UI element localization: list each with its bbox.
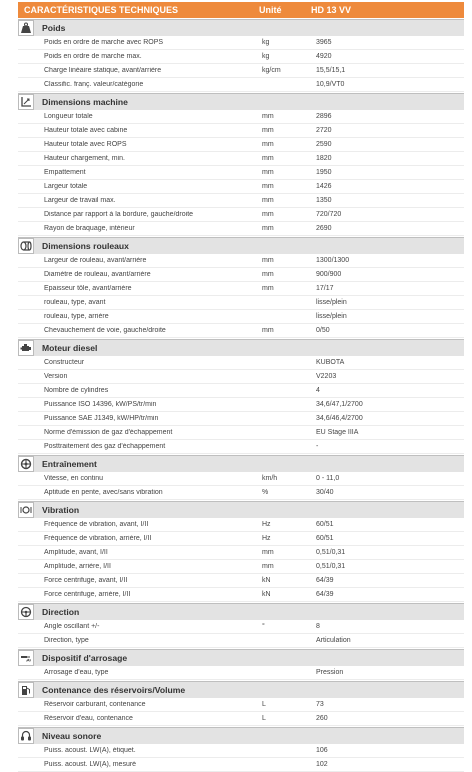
row-value: 0,51/0,31 [316, 563, 346, 570]
table-row [18, 124, 464, 138]
section-title: Dispositif d'arrosage [42, 653, 128, 663]
engine-icon [18, 340, 34, 356]
row-unit: mm [262, 211, 274, 218]
row-label: Angle oscillant +/- [44, 623, 100, 630]
table-row [18, 152, 464, 166]
header-characteristics: CARACTÉRISTIQUES TECHNIQUES [24, 5, 179, 15]
table-row [18, 620, 464, 634]
row-unit: kg [262, 53, 270, 60]
row-label: Diamètre de rouleau, avant/arrière [44, 271, 151, 278]
row-unit: % [262, 489, 269, 496]
row-value: 260 [316, 715, 328, 722]
row-label: Classific. franç. valeur/catégorie [44, 81, 144, 88]
row-unit: Hz [262, 535, 271, 542]
row-label: Amplitude, avant, I/II [44, 549, 108, 556]
row-label: Poids en ordre de marche max. [44, 53, 142, 60]
row-label: Rayon de braquage, intérieur [44, 225, 135, 232]
steering-icon [18, 604, 34, 620]
section-title: Moteur diesel [42, 343, 98, 353]
row-unit: mm [262, 271, 274, 278]
row-value: 17/17 [316, 285, 334, 292]
row-label: Version [44, 373, 68, 380]
row-value: 1350 [316, 197, 332, 204]
table-row [18, 180, 464, 194]
table-row [18, 222, 464, 236]
table-row [18, 356, 464, 370]
row-label: Distance par rapport à la bordure, gauche/droite [44, 211, 194, 218]
section-header-reservoirs [18, 681, 464, 698]
row-unit: Hz [262, 521, 271, 528]
row-label: Force centrifuge, avant, I/II [44, 577, 128, 584]
row-unit: mm [262, 257, 274, 264]
row-unit: mm [262, 183, 274, 190]
row-value: 1426 [316, 183, 332, 190]
section-header-moteur-diesel [18, 339, 464, 356]
row-value: 10,9/VT0 [316, 81, 345, 88]
row-value: 2896 [316, 113, 332, 120]
table-row [18, 472, 464, 486]
section-title: Entraînement [42, 459, 97, 469]
row-value: 0/50 [316, 327, 330, 334]
row-label: Hauteur totale avec cabine [44, 127, 128, 134]
table-row [18, 110, 464, 124]
row-unit: kN [262, 591, 271, 598]
row-unit: mm [262, 127, 274, 134]
row-value: 34,6/47,1/2700 [316, 401, 363, 408]
table-row [18, 166, 464, 180]
row-label: Vitesse, en continu [44, 475, 104, 482]
spec-sheet [18, 2, 464, 772]
row-value: 60/51 [316, 521, 334, 528]
table-row [18, 254, 464, 268]
row-unit: L [262, 701, 266, 708]
table-row [18, 324, 464, 338]
table-row [18, 758, 464, 772]
row-label: Largeur totale [44, 183, 88, 190]
row-unit: km/h [262, 475, 278, 482]
row-label: Aptitude en pente, avec/sans vibration [44, 489, 163, 496]
row-label: Arrosage d'eau, type [44, 669, 109, 676]
table-row [18, 634, 464, 648]
row-unit: mm [262, 285, 274, 292]
row-label: Charge linéaire statique, avant/arrière [44, 67, 162, 74]
header-model: HD 13 VV [311, 5, 352, 15]
section-title: Dimensions rouleaux [42, 241, 129, 251]
row-unit: mm [262, 197, 274, 204]
row-value: 0 - 11,0 [316, 475, 340, 482]
row-value: 106 [316, 747, 328, 754]
table-row [18, 744, 464, 758]
section-title: Contenance des réservoirs/Volume [42, 685, 186, 695]
row-value: - [316, 443, 319, 450]
row-unit: kg [262, 39, 270, 46]
drum-icon [18, 238, 34, 254]
table-row [18, 518, 464, 532]
vibration-icon [18, 502, 34, 518]
row-label: Hauteur chargement, min. [44, 155, 125, 162]
dimensions-icon [18, 94, 34, 110]
row-unit: mm [262, 225, 274, 232]
row-value: 30/40 [316, 489, 334, 496]
row-value: Pression [316, 669, 344, 676]
table-row [18, 208, 464, 222]
row-label: Constructeur [44, 359, 85, 366]
table-row [18, 546, 464, 560]
row-value: 4920 [316, 53, 332, 60]
row-label: Largeur de rouleau, avant/arrière [44, 257, 147, 264]
fuel-icon [18, 682, 34, 698]
table-row [18, 282, 464, 296]
row-label: Force centrifuge, arrière, I/II [44, 591, 131, 598]
section-header-direction [18, 603, 464, 620]
row-label: Longueur totale [44, 113, 93, 120]
row-value: 1300/1300 [316, 257, 350, 264]
row-label: Puiss. acoust. LW(A), mesuré [44, 761, 137, 768]
row-value: 15,5/15,1 [316, 67, 346, 74]
section-header-dimensions-machine [18, 93, 464, 110]
row-label: Posttraitement des gaz d'échappement [44, 443, 166, 450]
row-label: Puissance SAE J1349, kW/HP/tr/min [44, 415, 159, 422]
row-value: lisse/plein [316, 313, 347, 320]
row-value: 1820 [316, 155, 332, 162]
table-row [18, 370, 464, 384]
row-unit: mm [262, 327, 274, 334]
table-row [18, 426, 464, 440]
table-row [18, 486, 464, 500]
table-row [18, 588, 464, 602]
row-label: Réservoir d'eau, contenance [44, 715, 133, 722]
table-row [18, 712, 464, 726]
row-label: Fréquence de vibration, arrière, I/II [44, 535, 152, 542]
row-label: Direction, type [44, 637, 89, 644]
section-title: Niveau sonore [42, 731, 102, 741]
row-label: Largeur de travail max. [44, 197, 116, 204]
row-value: 2690 [316, 225, 332, 232]
drive-icon [18, 456, 34, 472]
row-value: 720/720 [316, 211, 342, 218]
section-header-niveau-sonore [18, 727, 464, 744]
ear-protection-icon [18, 728, 34, 744]
row-label: Epaisseur tôle, avant/arrière [44, 285, 132, 292]
row-label: Puissance ISO 14396, kW/PS/tr/min [44, 401, 157, 408]
row-unit: L [262, 715, 266, 722]
row-label: rouleau, type, avant [44, 299, 106, 306]
row-label: Nombre de cylindres [44, 387, 109, 394]
row-label: rouleau, type, arrière [44, 313, 109, 320]
table-row [18, 194, 464, 208]
table-row [18, 384, 464, 398]
table-row [18, 560, 464, 574]
row-value: 2590 [316, 141, 332, 148]
row-unit: mm [262, 549, 274, 556]
sprinkler-icon [18, 650, 34, 666]
spec-sections [18, 19, 464, 772]
section-header-poids [18, 19, 464, 36]
table-row [18, 268, 464, 282]
table-row [18, 398, 464, 412]
section-title: Poids [42, 23, 66, 33]
row-value: V2203 [316, 373, 337, 380]
row-value: 64/39 [316, 591, 334, 598]
weight-icon [18, 20, 34, 36]
table-row [18, 574, 464, 588]
row-label: Empattement [44, 169, 86, 176]
row-value: Articulation [316, 637, 351, 644]
table-row [18, 440, 464, 454]
section-header-dimensions-rouleaux [18, 237, 464, 254]
table-row [18, 666, 464, 680]
row-unit: mm [262, 141, 274, 148]
row-unit: mm [262, 113, 274, 120]
row-value: 34,6/46,4/2700 [316, 415, 363, 422]
row-label: Fréquence de vibration, avant, I/II [44, 521, 149, 528]
section-header-arrosage [18, 649, 464, 666]
section-header-entrainement [18, 455, 464, 472]
table-header [18, 2, 464, 18]
row-value: 1950 [316, 169, 332, 176]
row-value: 3965 [316, 39, 332, 46]
table-row [18, 296, 464, 310]
row-value: 2720 [316, 127, 332, 134]
row-label: Poids en ordre de marche avec ROPS [44, 39, 164, 46]
table-row [18, 64, 464, 78]
table-row [18, 138, 464, 152]
table-row [18, 50, 464, 64]
row-value: 102 [316, 761, 328, 768]
row-value: lisse/plein [316, 299, 347, 306]
row-label: Puiss. acoust. LW(A), étiquet. [44, 747, 136, 754]
table-row [18, 36, 464, 50]
row-label: Réservoir carburant, contenance [44, 701, 146, 708]
section-title: Dimensions machine [42, 97, 128, 107]
table-row [18, 310, 464, 324]
table-row [18, 532, 464, 546]
table-row [18, 698, 464, 712]
section-header-vibration [18, 501, 464, 518]
row-value: KUBOTA [316, 359, 345, 366]
row-unit: mm [262, 155, 274, 162]
row-value: 60/51 [316, 535, 334, 542]
row-unit: mm [262, 563, 274, 570]
row-unit: kN [262, 577, 271, 584]
row-value: 4 [316, 387, 320, 394]
row-label: Amplitude, arrière, I/II [44, 563, 111, 570]
row-value: 0,51/0,31 [316, 549, 346, 556]
row-unit: mm [262, 169, 274, 176]
row-value: 900/900 [316, 271, 342, 278]
header-unit: Unité [259, 5, 282, 15]
row-value: 8 [316, 623, 320, 630]
row-value: 64/39 [316, 577, 334, 584]
table-row [18, 78, 464, 92]
row-value: 73 [316, 701, 324, 708]
row-value: EU Stage IIIA [316, 429, 359, 436]
row-unit: ° [262, 623, 265, 630]
row-unit: kg/cm [262, 67, 281, 74]
section-title: Vibration [42, 505, 80, 515]
section-title: Direction [42, 607, 80, 617]
row-label: Hauteur totale avec ROPS [44, 141, 127, 148]
table-row [18, 412, 464, 426]
row-label: Chevauchement de voie, gauche/droite [44, 327, 166, 334]
row-label: Norme d'émission de gaz d'échappement [44, 429, 173, 436]
